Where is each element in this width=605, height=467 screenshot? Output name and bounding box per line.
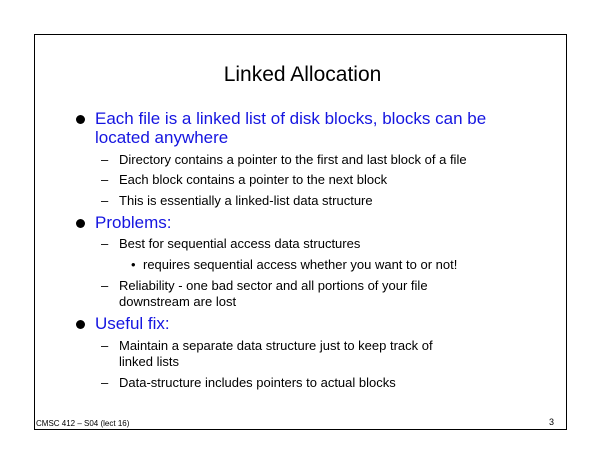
bullet-3-line-1: Useful fix: [95,314,170,333]
slide-title: Linked Allocation [223,63,382,86]
bullet-2-line-1: Problems: [95,213,172,232]
bullet-2-sub-1: Best for sequential access data structures [119,236,361,251]
dash-marker: – [101,172,109,187]
bullet-3-sub-1-line-1: Maintain a separate data structure just to keep track of [119,338,433,353]
page-number: 3 [549,417,555,427]
bullet-2-sub-2-line-2: downstream are lost [119,294,237,309]
dash-marker: – [101,193,109,208]
bullet-3-sub-1-line-2: linked lists [119,354,179,369]
bullet-2-sub-1-sub-1: requires sequential access whether you want to or not! [143,257,458,272]
dash-marker: – [101,152,109,167]
dash-marker: – [101,338,109,353]
slide-frame [34,34,567,430]
bullet-1-sub-2: Each block contains a pointer to the next block [119,172,388,187]
bullet-1-line-1: Each file is a linked list of disk blocks, blocks can be [95,109,487,128]
bullet-1-line-2: located anywhere [95,128,229,147]
footer-course-label: CMSC 412 – S04 (lect 16) [36,419,130,428]
bullet-dot [76,320,85,329]
bullet-2-sub-2-line-1: Reliability - one bad sector and all portions of your file [119,278,428,293]
dash-marker: – [101,236,109,251]
bullet-dot [76,219,85,228]
bullet-1-sub-1: Directory contains a pointer to the first and last block of a file [119,152,467,167]
dash-marker: – [101,278,109,293]
bullet-3-sub-2: Data-structure includes pointers to actual blocks [119,375,396,390]
small-bullet-marker: • [131,257,136,272]
bullet-dot [76,115,85,124]
dash-marker: – [101,375,109,390]
bullet-1-sub-3: This is essentially a linked-list data structure [119,193,373,208]
